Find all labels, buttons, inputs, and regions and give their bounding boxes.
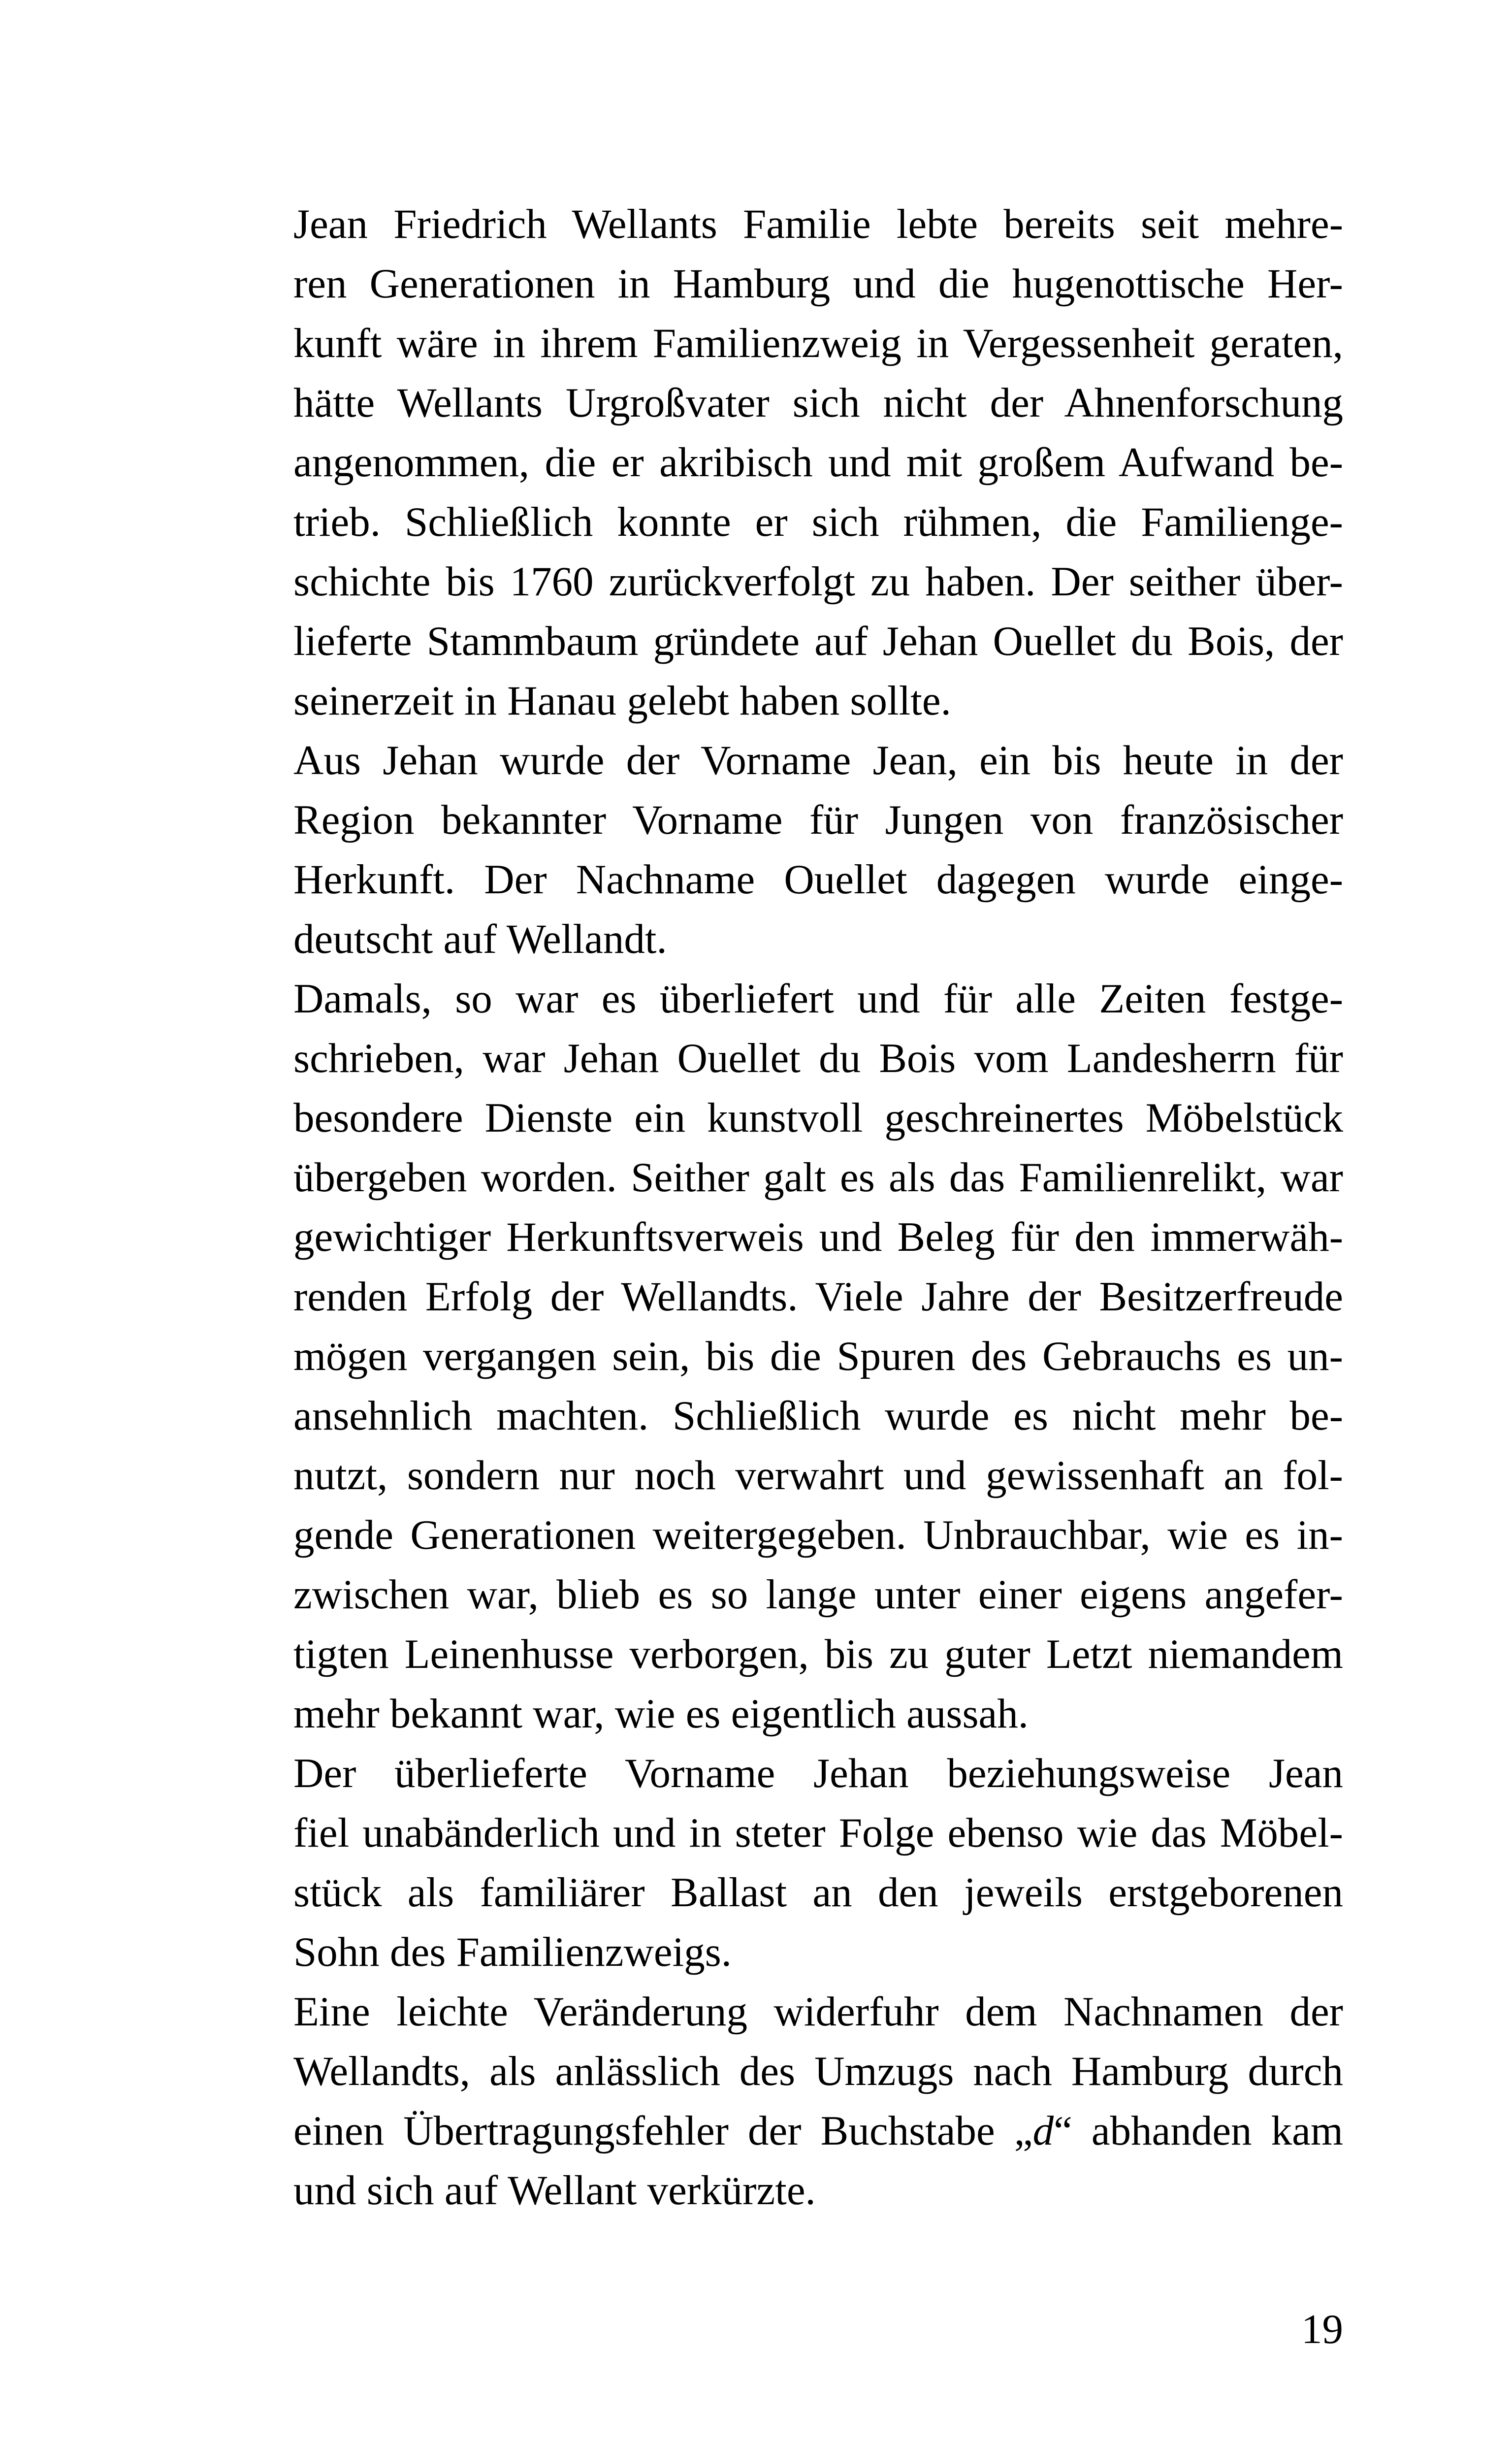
paragraph <box>235 731 1343 969</box>
text-line: deutscht auf Wellandt. <box>293 916 667 962</box>
paragraph <box>235 1744 1343 1982</box>
text-line: besondere Dienste ein kunstvoll geschreinertes Möbelstück <box>293 1095 1343 1141</box>
text-line: gewichtiger Herkunftsverweis und Beleg für den immerwäh- <box>293 1214 1343 1260</box>
text-line: Jean Friedrich Wellants Familie lebte bereits seit mehre- <box>293 201 1343 247</box>
text-line: stück als familiärer Ballast an den jeweils erstgeborenen <box>293 1869 1343 1916</box>
paragraph <box>235 1982 1343 2220</box>
paragraph <box>235 969 1343 1744</box>
text-line: seinerzeit in Hanau gelebt haben sollte. <box>293 678 951 724</box>
text-line: schrieben, war Jehan Ouellet du Bois vom Landesherrn für <box>293 1035 1343 1081</box>
paragraph <box>235 195 1343 731</box>
text-line: fiel unabänderlich und in steter Folge ebenso wie das Möbel- <box>293 1810 1343 1856</box>
text-line: einen Übertragungsfehler der Buchstabe „d“ abhanden kam <box>293 2108 1343 2154</box>
text-line: Region bekannter Vorname für Jungen von französischer <box>293 797 1343 843</box>
text-line: mögen vergangen sein, bis die Spuren des Gebrauchs es un- <box>293 1333 1343 1379</box>
page-number: 19 <box>1301 2306 1343 2352</box>
text-line: renden Erfolg der Wellandts. Viele Jahre der Besitzerfreude <box>293 1273 1343 1320</box>
text-line: Der überlieferte Vorname Jehan beziehungsweise Jean <box>293 1750 1343 1796</box>
italic-letter: d <box>1032 2108 1054 2154</box>
text-line: Wellandts, als anlässlich des Umzugs nach Hamburg durch <box>293 2048 1343 2094</box>
text-line: schichte bis 1760 zurückverfolgt zu haben. Der seither über- <box>293 558 1343 605</box>
text-line: trieb. Schließlich konnte er sich rühmen, die Familienge- <box>293 499 1343 545</box>
text-line: Herkunft. Der Nachname Ouellet dagegen wurde einge- <box>293 856 1343 903</box>
text-line: Aus Jehan wurde der Vorname Jean, ein bis heute in der <box>293 737 1343 783</box>
text-line: und sich auf Wellant verkürzte. <box>293 2167 816 2214</box>
text-line: Sohn des Familienzweigs. <box>293 1929 732 1975</box>
text-line: kunft wäre in ihrem Familienzweig in Vergessenheit geraten, <box>293 320 1343 366</box>
text-line: tigten Leinenhusse verborgen, bis zu guter Letzt niemandem <box>293 1631 1343 1677</box>
text-line: gende Generationen weitergegeben. Unbrauchbar, wie es in- <box>293 1512 1343 1558</box>
text-line: übergeben worden. Seither galt es als das Familienrelikt, war <box>293 1154 1343 1201</box>
body-text <box>235 195 1343 2220</box>
text-line: mehr bekannt war, wie es eigentlich aussah. <box>293 1691 1029 1737</box>
text-line: ansehnlich machten. Schließlich wurde es nicht mehr be- <box>293 1393 1343 1439</box>
text-line: Eine leichte Veränderung widerfuhr dem Nachnamen der <box>293 1988 1343 2035</box>
text-line: lieferte Stammbaum gründete auf Jehan Ouellet du Bois, der <box>293 618 1343 664</box>
text-line: nutzt, sondern nur noch verwahrt und gewissenhaft an fol- <box>293 1452 1343 1498</box>
text-line: Damals, so war es überliefert und für alle Zeiten festge- <box>293 976 1343 1022</box>
text-line: angenommen, die er akribisch und mit großem Aufwand be- <box>293 439 1343 486</box>
text-line: hätte Wellants Urgroßvater sich nicht der Ahnenforschung <box>293 380 1343 426</box>
text-line: ren Generationen in Hamburg und die hugenottische Her- <box>293 261 1343 307</box>
text-line: zwischen war, blieb es so lange unter einer eigens angefer- <box>293 1571 1343 1618</box>
